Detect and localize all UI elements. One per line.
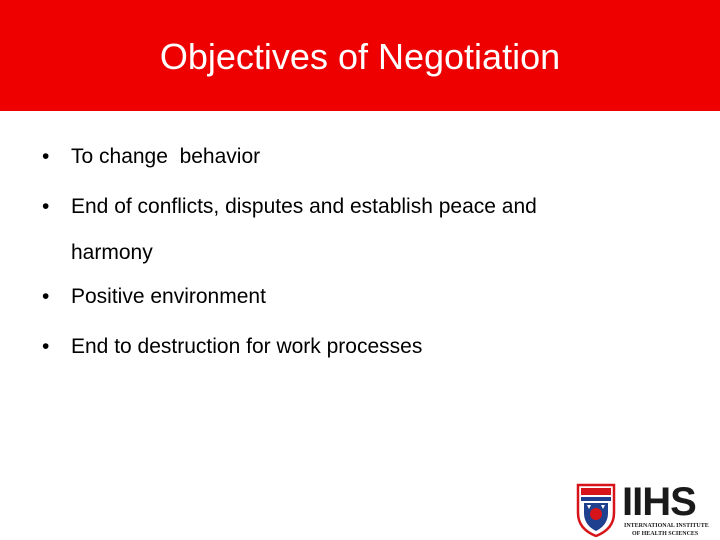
bullet-marker: • <box>42 195 50 218</box>
bullet-marker: • <box>42 145 50 168</box>
bullet-text: To change behavior <box>71 145 261 168</box>
logo-subtitle-line: INTERNATIONAL INSTITUTE <box>624 523 709 529</box>
bullet-item <box>42 184 642 276</box>
title-bar <box>0 0 720 111</box>
bullet-text: Positive environment <box>71 285 266 308</box>
iihs-logo <box>576 480 720 540</box>
slide-title: Objectives of Negotiation <box>159 36 561 77</box>
bullet-marker: • <box>42 285 50 308</box>
logo-subtitle-line: OF HEALTH SCIENCES <box>632 531 699 537</box>
bullet-text: End of conflicts, disputes and establish peace and harmony <box>71 195 537 264</box>
bullet-item <box>42 324 642 370</box>
bullet-item <box>42 134 642 180</box>
logo-wordmark: IIHS <box>622 480 696 524</box>
bullet-item <box>42 274 642 320</box>
bullet-marker: • <box>42 335 50 358</box>
bullet-text: End to destruction for work processes <box>71 335 423 358</box>
shield-emblem-icon <box>576 483 616 537</box>
logo-subtitle <box>624 522 709 538</box>
